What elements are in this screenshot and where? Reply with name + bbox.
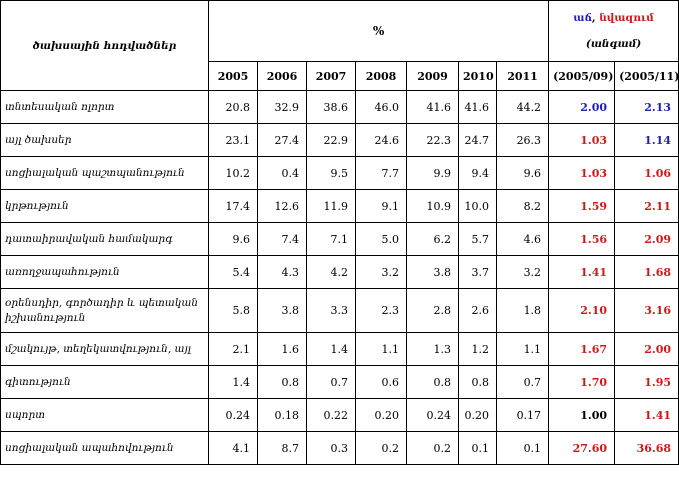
percent-cell: 32.9 bbox=[258, 91, 307, 124]
table-row bbox=[1, 289, 679, 333]
year-header: 2008 bbox=[356, 62, 407, 91]
row-label: տնտեսական ոլորտ bbox=[1, 91, 209, 124]
percent-cell: 9.6 bbox=[497, 157, 549, 190]
percent-cell: 3.8 bbox=[407, 256, 459, 289]
percent-cell: 0.7 bbox=[497, 366, 549, 399]
percent-cell: 10.2 bbox=[209, 157, 258, 190]
percent-cell: 5.8 bbox=[209, 289, 258, 333]
ratio-2005-09-cell: 1.03 bbox=[549, 157, 615, 190]
ratio-2005-11-cell: 2.00 bbox=[615, 333, 679, 366]
row-label: առողջապահություն bbox=[1, 256, 209, 289]
ratio-2005-11-cell: 2.13 bbox=[615, 91, 679, 124]
percent-cell: 1.6 bbox=[258, 333, 307, 366]
ratio-header: (2005/11) bbox=[615, 62, 679, 91]
ratio-2005-11-cell: 1.41 bbox=[615, 399, 679, 432]
percent-cell: 22.9 bbox=[307, 124, 356, 157]
percent-cell: 1.8 bbox=[497, 289, 549, 333]
table-row bbox=[1, 91, 679, 124]
ratio-2005-09-cell: 2.00 bbox=[549, 91, 615, 124]
percent-cell: 0.4 bbox=[258, 157, 307, 190]
percent-cell: 5.4 bbox=[209, 256, 258, 289]
percent-cell: 2.3 bbox=[356, 289, 407, 333]
percent-cell: 1.2 bbox=[459, 333, 497, 366]
decline-label: նվազում bbox=[599, 12, 654, 24]
ratio-2005-11-cell: 1.14 bbox=[615, 124, 679, 157]
percent-cell: 6.2 bbox=[407, 223, 459, 256]
percent-cell: 7.7 bbox=[356, 157, 407, 190]
percent-cell: 11.9 bbox=[307, 190, 356, 223]
row-label: դատաիրավական համակարգ bbox=[1, 223, 209, 256]
year-header: 2007 bbox=[307, 62, 356, 91]
percent-cell: 0.20 bbox=[356, 399, 407, 432]
percent-cell: 8.7 bbox=[258, 432, 307, 465]
percent-cell: 10.0 bbox=[459, 190, 497, 223]
table-row bbox=[1, 399, 679, 432]
row-label: օրենսդիր, գործադիր և պետական իշխանություն bbox=[1, 289, 209, 333]
percent-cell: 0.17 bbox=[497, 399, 549, 432]
row-label: սոցիալական ապահովություն bbox=[1, 432, 209, 465]
percent-cell: 1.1 bbox=[356, 333, 407, 366]
ratio-2005-11-cell: 1.68 bbox=[615, 256, 679, 289]
table-row bbox=[1, 190, 679, 223]
percent-cell: 9.4 bbox=[459, 157, 497, 190]
ratio-2005-11-cell: 1.06 bbox=[615, 157, 679, 190]
percent-cell: 0.1 bbox=[497, 432, 549, 465]
percent-cell: 8.2 bbox=[497, 190, 549, 223]
percent-cell: 41.6 bbox=[459, 91, 497, 124]
ratio-2005-09-cell: 1.41 bbox=[549, 256, 615, 289]
row-label: կրթություն bbox=[1, 190, 209, 223]
percent-cell: 7.1 bbox=[307, 223, 356, 256]
percent-cell: 17.4 bbox=[209, 190, 258, 223]
percent-cell: 1.4 bbox=[209, 366, 258, 399]
percent-cell: 44.2 bbox=[497, 91, 549, 124]
ratio-2005-09-cell: 1.03 bbox=[549, 124, 615, 157]
percent-cell: 3.3 bbox=[307, 289, 356, 333]
percent-cell: 1.1 bbox=[497, 333, 549, 366]
ratio-2005-09-cell: 27.60 bbox=[549, 432, 615, 465]
year-header: 2005 bbox=[209, 62, 258, 91]
ratio-2005-09-cell: 1.67 bbox=[549, 333, 615, 366]
percent-cell: 41.6 bbox=[407, 91, 459, 124]
percent-cell: 0.8 bbox=[459, 366, 497, 399]
percent-cell: 0.18 bbox=[258, 399, 307, 432]
table-row bbox=[1, 157, 679, 190]
ratio-2005-11-cell: 2.09 bbox=[615, 223, 679, 256]
percent-cell: 27.4 bbox=[258, 124, 307, 157]
percent-cell: 9.1 bbox=[356, 190, 407, 223]
percent-cell: 2.6 bbox=[459, 289, 497, 333]
percent-cell: 46.0 bbox=[356, 91, 407, 124]
year-header: 2006 bbox=[258, 62, 307, 91]
row-label: սոցիալական պաշտպանություն bbox=[1, 157, 209, 190]
ratio-2005-11-cell: 3.16 bbox=[615, 289, 679, 333]
ratio-2005-09-cell: 1.70 bbox=[549, 366, 615, 399]
row-label: գիտություն bbox=[1, 366, 209, 399]
percent-cell: 2.1 bbox=[209, 333, 258, 366]
table-row bbox=[1, 333, 679, 366]
table-row bbox=[1, 223, 679, 256]
table-row bbox=[1, 366, 679, 399]
table-row bbox=[1, 432, 679, 465]
percent-cell: 0.8 bbox=[258, 366, 307, 399]
percent-cell: 0.3 bbox=[307, 432, 356, 465]
year-header: 2011 bbox=[497, 62, 549, 91]
percent-cell: 1.3 bbox=[407, 333, 459, 366]
percent-cell: 9.9 bbox=[407, 157, 459, 190]
expenditure-items-header: ծախսային հոդվածներ bbox=[1, 1, 209, 91]
percent-cell: 4.2 bbox=[307, 256, 356, 289]
percent-cell: 0.8 bbox=[407, 366, 459, 399]
percent-cell: 24.7 bbox=[459, 124, 497, 157]
percent-cell: 4.1 bbox=[209, 432, 258, 465]
ratio-2005-09-cell: 1.59 bbox=[549, 190, 615, 223]
percent-cell: 26.3 bbox=[497, 124, 549, 157]
table-row bbox=[1, 124, 679, 157]
percent-cell: 0.24 bbox=[209, 399, 258, 432]
ratio-2005-09-cell: 1.56 bbox=[549, 223, 615, 256]
table-body bbox=[1, 91, 679, 465]
percent-cell: 0.6 bbox=[356, 366, 407, 399]
percent-cell: 0.24 bbox=[407, 399, 459, 432]
percent-cell: 9.6 bbox=[209, 223, 258, 256]
percent-cell: 20.8 bbox=[209, 91, 258, 124]
percent-cell: 3.8 bbox=[258, 289, 307, 333]
ratio-header: (2005/09) bbox=[549, 62, 615, 91]
percent-cell: 7.4 bbox=[258, 223, 307, 256]
percent-cell: 0.22 bbox=[307, 399, 356, 432]
year-header: 2010 bbox=[459, 62, 497, 91]
row-label: սպորտ bbox=[1, 399, 209, 432]
percent-cell: 10.9 bbox=[407, 190, 459, 223]
percent-cell: 3.7 bbox=[459, 256, 497, 289]
percent-cell: 0.7 bbox=[307, 366, 356, 399]
percent-cell: 5.0 bbox=[356, 223, 407, 256]
percent-cell: 38.6 bbox=[307, 91, 356, 124]
row-label: մշակույթ, տեղեկատվություն, այլ bbox=[1, 333, 209, 366]
ratio-2005-09-cell: 2.10 bbox=[549, 289, 615, 333]
growth-unit: (անգամ) bbox=[585, 38, 642, 50]
percent-cell: 0.2 bbox=[356, 432, 407, 465]
ratio-2005-11-cell: 2.11 bbox=[615, 190, 679, 223]
percent-cell: 24.6 bbox=[356, 124, 407, 157]
percent-cell: 4.3 bbox=[258, 256, 307, 289]
growth-label: աճ bbox=[573, 12, 592, 24]
percent-cell: 0.1 bbox=[459, 432, 497, 465]
percent-cell: 3.2 bbox=[356, 256, 407, 289]
percent-cell: 12.6 bbox=[258, 190, 307, 223]
percent-header: % bbox=[209, 1, 549, 62]
percent-cell: 2.8 bbox=[407, 289, 459, 333]
percent-cell: 5.7 bbox=[459, 223, 497, 256]
table-row bbox=[1, 256, 679, 289]
row-label: այլ ծախսեր bbox=[1, 124, 209, 157]
percent-cell: 23.1 bbox=[209, 124, 258, 157]
percent-cell: 0.2 bbox=[407, 432, 459, 465]
percent-cell: 4.6 bbox=[497, 223, 549, 256]
percent-cell: 9.5 bbox=[307, 157, 356, 190]
growth-separator: , bbox=[591, 12, 600, 24]
growth-header bbox=[549, 1, 679, 62]
percent-cell: 22.3 bbox=[407, 124, 459, 157]
ratio-2005-11-cell: 1.95 bbox=[615, 366, 679, 399]
year-header: 2009 bbox=[407, 62, 459, 91]
percent-cell: 1.4 bbox=[307, 333, 356, 366]
ratio-2005-11-cell: 36.68 bbox=[615, 432, 679, 465]
percent-cell: 0.20 bbox=[459, 399, 497, 432]
percent-cell: 3.2 bbox=[497, 256, 549, 289]
ratio-2005-09-cell: 1.00 bbox=[549, 399, 615, 432]
